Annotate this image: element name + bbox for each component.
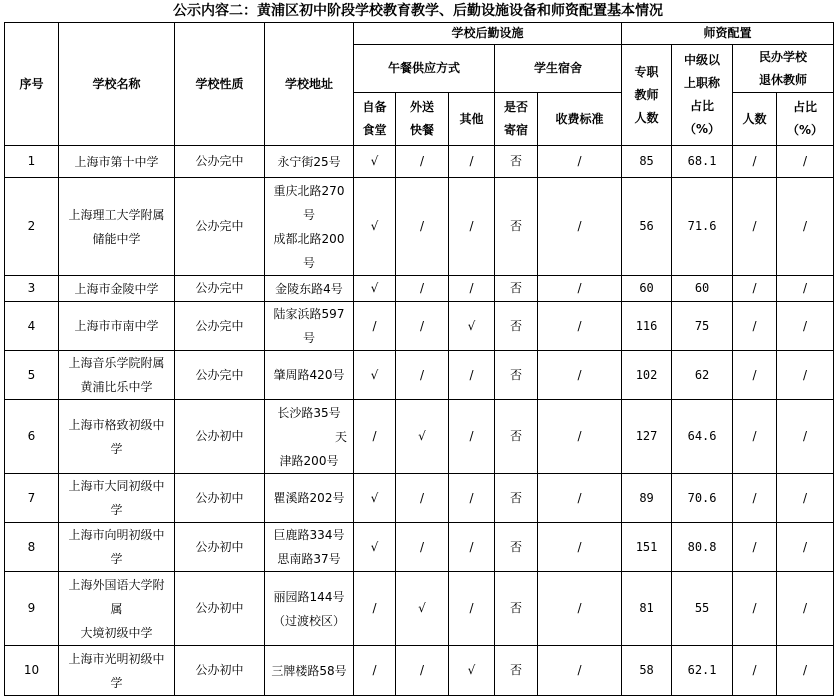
cell-retired-ratio: /	[777, 276, 834, 302]
cell-mid-ratio: 71.6	[672, 178, 733, 276]
cell-school-name-line: 上海理工大学附属	[68, 207, 165, 222]
cell-delivery: /	[396, 276, 449, 302]
header-dorm: 学生宿舍	[495, 45, 622, 93]
cell-school-name-line: 学	[110, 552, 123, 566]
cell-nature: 公办初中	[175, 572, 265, 646]
cell-address	[265, 178, 354, 276]
cell-retired-ratio: /	[777, 572, 834, 646]
cell-nature: 公办完中	[175, 146, 265, 178]
cell-other: /	[449, 146, 495, 178]
cell-mid-ratio: 68.1	[672, 146, 733, 178]
cell-boarding: 否	[495, 146, 538, 178]
cell-boarding: 否	[495, 572, 538, 646]
cell-school-name-line: 上海市市南中学	[74, 319, 159, 333]
cell-other: /	[449, 400, 495, 474]
header-fee: 收费标准	[538, 93, 622, 146]
cell-address-line: 长沙路35号	[277, 405, 341, 420]
cell-retired-count: /	[733, 178, 777, 276]
cell-retired-count: /	[733, 474, 777, 523]
cell-retired-count: /	[733, 572, 777, 646]
cell-teachers: 116	[622, 302, 672, 351]
cell-address	[265, 572, 354, 646]
cell-fee: /	[538, 276, 622, 302]
cell-fee: /	[538, 146, 622, 178]
cell-address	[265, 276, 354, 302]
cell-address-line: （过渡校区）	[272, 613, 345, 628]
cell-self-canteen: √	[354, 351, 396, 400]
cell-self-canteen: √	[354, 178, 396, 276]
cell-delivery: /	[396, 146, 449, 178]
cell-fee: /	[538, 178, 622, 276]
cell-retired-ratio: /	[777, 302, 834, 351]
cell-boarding: 否	[495, 474, 538, 523]
cell-delivery: /	[396, 178, 449, 276]
cell-school-name-line: 上海音乐学院附属	[68, 356, 165, 370]
cell-school-name	[59, 178, 175, 276]
cell-nature: 公办初中	[175, 646, 265, 696]
table-row	[5, 572, 834, 646]
cell-self-canteen: √	[354, 523, 396, 572]
header-name: 学校名称	[59, 23, 175, 146]
cell-school-name-line: 黄浦比乐中学	[80, 380, 153, 394]
cell-self-canteen: /	[354, 400, 396, 474]
table-row	[5, 146, 834, 178]
cell-address-line: 重庆北路270	[273, 183, 345, 198]
cell-other: /	[449, 572, 495, 646]
table-body	[5, 146, 834, 696]
header-boarding: 是否 寄宿	[495, 93, 538, 146]
cell-retired-count: /	[733, 276, 777, 302]
cell-address-line: 号	[302, 207, 315, 222]
cell-school-name-line: 上海市第十中学	[74, 154, 159, 169]
page-title: 公示内容二：黄浦区初中阶段学校教育教学、后勤设施设备和师资配置基本情况	[173, 3, 663, 19]
cell-mid-ratio: 64.6	[672, 400, 733, 474]
cell-nature: 公办完中	[175, 276, 265, 302]
cell-school-name-line: 上海市格致初级中	[68, 417, 165, 432]
cell-delivery: /	[396, 351, 449, 400]
cell-address-line: 巨鹿路334号	[273, 528, 345, 542]
cell-nature: 公办完中	[175, 351, 265, 400]
cell-address	[265, 302, 354, 351]
cell-mid-ratio: 62	[672, 351, 733, 400]
cell-other: /	[449, 178, 495, 276]
cell-school-name	[59, 146, 175, 178]
cell-school-name	[59, 572, 175, 646]
cell-other: /	[449, 523, 495, 572]
table-row	[5, 523, 834, 572]
cell-seq: 6	[5, 400, 59, 474]
cell-teachers: 81	[622, 572, 672, 646]
cell-address-line: 思南路37号	[277, 552, 341, 566]
cell-mid-ratio: 75	[672, 302, 733, 351]
cell-delivery: √	[396, 572, 449, 646]
cell-other: √	[449, 302, 495, 351]
header-private-retired: 民办学校 退休教师	[733, 45, 834, 93]
cell-fee: /	[538, 474, 622, 523]
cell-school-name-line: 学	[110, 503, 123, 517]
cell-nature: 公办完中	[175, 178, 265, 276]
cell-teachers: 85	[622, 146, 672, 178]
cell-boarding: 否	[495, 400, 538, 474]
cell-seq: 3	[5, 276, 59, 302]
header-retired-ratio: 占比 （%）	[777, 93, 834, 146]
cell-fee: /	[538, 646, 622, 696]
cell-seq: 2	[5, 178, 59, 276]
cell-school-name-line: 上海市向明初级中	[68, 528, 165, 542]
cell-school-name	[59, 276, 175, 302]
cell-school-name-line: 上海市金陵中学	[74, 281, 159, 296]
cell-retired-count: /	[733, 302, 777, 351]
cell-address	[265, 646, 354, 696]
table-row	[5, 474, 834, 523]
cell-address-line: 号	[302, 331, 315, 345]
cell-retired-ratio: /	[777, 351, 834, 400]
cell-nature: 公办完中	[175, 302, 265, 351]
cell-retired-ratio: /	[777, 523, 834, 572]
cell-address-line: 陆家浜路597	[273, 307, 345, 321]
cell-mid-ratio: 60	[672, 276, 733, 302]
header-staff: 师资配置	[622, 23, 834, 45]
cell-self-canteen: √	[354, 146, 396, 178]
cell-seq: 9	[5, 572, 59, 646]
cell-mid-ratio: 70.6	[672, 474, 733, 523]
cell-boarding: 否	[495, 351, 538, 400]
cell-self-canteen: /	[354, 572, 396, 646]
cell-address-line: 肇周路420号	[273, 368, 345, 382]
cell-seq: 1	[5, 146, 59, 178]
cell-school-name-line: 学	[110, 441, 123, 456]
header-teachers: 专职 教师 人数	[622, 45, 672, 146]
cell-retired-count: /	[733, 146, 777, 178]
cell-retired-count: /	[733, 351, 777, 400]
cell-delivery: /	[396, 474, 449, 523]
cell-school-name-line: 上海外国语大学附	[68, 577, 165, 592]
cell-address	[265, 523, 354, 572]
cell-teachers: 89	[622, 474, 672, 523]
cell-mid-ratio: 55	[672, 572, 733, 646]
cell-address-line: 天	[334, 429, 347, 444]
header-address: 学校地址	[265, 23, 354, 146]
school-info-table	[4, 22, 834, 696]
cell-school-name	[59, 302, 175, 351]
cell-boarding: 否	[495, 523, 538, 572]
table-row	[5, 351, 834, 400]
header-self-canteen: 自备 食堂	[354, 93, 396, 146]
cell-fee: /	[538, 572, 622, 646]
cell-other: /	[449, 474, 495, 523]
cell-boarding: 否	[495, 646, 538, 696]
cell-retired-ratio: /	[777, 400, 834, 474]
cell-self-canteen: √	[354, 474, 396, 523]
cell-fee: /	[538, 400, 622, 474]
cell-school-name-line: 上海市光明初级中	[68, 651, 165, 666]
table-row	[5, 276, 834, 302]
cell-self-canteen: √	[354, 276, 396, 302]
header-lunch: 午餐供应方式	[354, 45, 495, 93]
cell-address	[265, 351, 354, 400]
header-seq: 序号	[5, 23, 59, 146]
cell-delivery: √	[396, 400, 449, 474]
cell-address-line: 永宁街25号	[277, 154, 341, 169]
cell-school-name-line: 学	[110, 675, 123, 690]
header-mid-ratio: 中级以 上职称 占比 （%）	[672, 45, 733, 146]
cell-address-line: 金陵东路4号	[275, 281, 343, 296]
cell-seq: 4	[5, 302, 59, 351]
cell-seq: 5	[5, 351, 59, 400]
cell-school-name	[59, 351, 175, 400]
cell-address	[265, 146, 354, 178]
cell-school-name	[59, 646, 175, 696]
cell-address-line: 三牌楼路58号	[271, 663, 347, 678]
cell-self-canteen: /	[354, 302, 396, 351]
cell-retired-ratio: /	[777, 146, 834, 178]
cell-boarding: 否	[495, 276, 538, 302]
cell-address-line: 号	[302, 255, 315, 270]
cell-retired-ratio: /	[777, 178, 834, 276]
cell-school-name	[59, 474, 175, 523]
cell-teachers: 102	[622, 351, 672, 400]
table-row	[5, 302, 834, 351]
cell-retired-ratio: /	[777, 646, 834, 696]
cell-teachers: 58	[622, 646, 672, 696]
cell-mid-ratio: 62.1	[672, 646, 733, 696]
header-logistics: 学校后勤设施	[354, 23, 622, 45]
cell-teachers: 127	[622, 400, 672, 474]
cell-fee: /	[538, 302, 622, 351]
cell-retired-count: /	[733, 523, 777, 572]
cell-retired-count: /	[733, 400, 777, 474]
cell-address-line: 成都北路200	[273, 231, 345, 246]
cell-nature: 公办初中	[175, 474, 265, 523]
cell-other: √	[449, 646, 495, 696]
cell-boarding: 否	[495, 178, 538, 276]
cell-address-line: 瞿溪路202号	[273, 491, 345, 505]
cell-mid-ratio: 80.8	[672, 523, 733, 572]
cell-retired-count: /	[733, 646, 777, 696]
cell-address	[265, 474, 354, 523]
table-row	[5, 400, 834, 474]
table-row	[5, 646, 834, 696]
cell-seq: 10	[5, 646, 59, 696]
cell-school-name-line: 储能中学	[92, 231, 141, 246]
cell-teachers: 56	[622, 178, 672, 276]
cell-retired-ratio: /	[777, 474, 834, 523]
header-other: 其他	[449, 93, 495, 146]
cell-school-name-line: 大境初级中学	[80, 625, 153, 640]
cell-delivery: /	[396, 646, 449, 696]
cell-teachers: 151	[622, 523, 672, 572]
cell-other: /	[449, 276, 495, 302]
cell-school-name	[59, 523, 175, 572]
cell-teachers: 60	[622, 276, 672, 302]
cell-school-name-line: 属	[110, 601, 123, 616]
cell-fee: /	[538, 523, 622, 572]
cell-nature: 公办初中	[175, 523, 265, 572]
cell-address-line: 丽园路144号	[273, 589, 345, 604]
header-nature: 学校性质	[175, 23, 265, 146]
cell-delivery: /	[396, 523, 449, 572]
cell-delivery: /	[396, 302, 449, 351]
cell-address	[265, 400, 354, 474]
cell-nature: 公办初中	[175, 400, 265, 474]
cell-address-line: 津路200号	[279, 453, 339, 468]
header-delivery: 外送 快餐	[396, 93, 449, 146]
cell-other: /	[449, 351, 495, 400]
cell-self-canteen: /	[354, 646, 396, 696]
cell-seq: 8	[5, 523, 59, 572]
table-row	[5, 178, 834, 276]
cell-school-name-line: 上海市大同初级中	[68, 479, 165, 493]
header-retired-count: 人数	[733, 93, 777, 146]
cell-school-name	[59, 400, 175, 474]
cell-boarding: 否	[495, 302, 538, 351]
cell-seq: 7	[5, 474, 59, 523]
cell-fee: /	[538, 351, 622, 400]
